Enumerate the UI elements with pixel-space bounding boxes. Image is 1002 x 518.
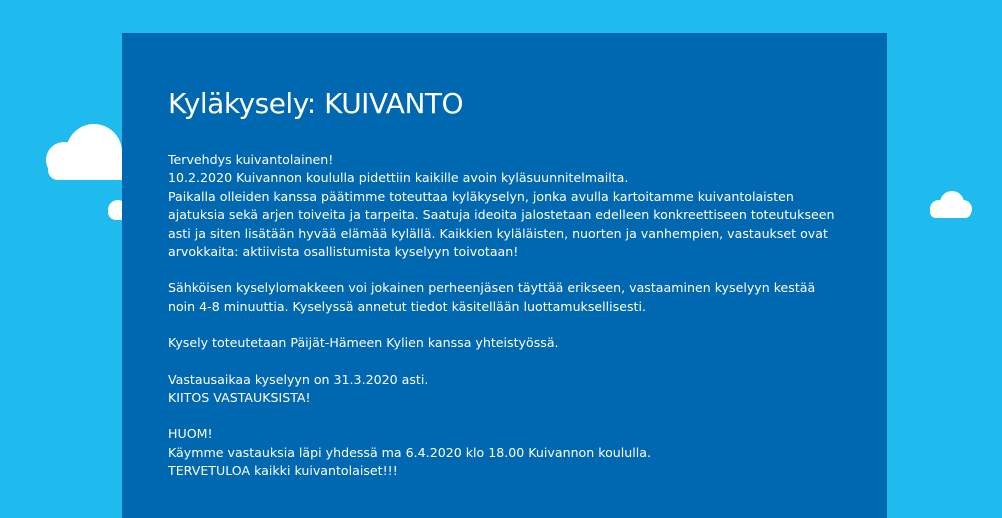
notice-paragraph xyxy=(168,425,841,480)
cloud-icon xyxy=(928,190,972,220)
greeting-text: Tervehdys kuivantolainen! xyxy=(168,152,334,167)
partner-paragraph xyxy=(168,334,841,352)
intro-paragraph xyxy=(168,151,841,261)
thanks-text: KIITOS VASTAUKSISTA! xyxy=(168,390,311,406)
survey-intro-panel xyxy=(122,33,887,518)
event-text: 10.2.2020 Kuivannon koululla pidettiin kaikille avoin kyläsuunnitelmailta. xyxy=(168,170,629,186)
deadline-paragraph xyxy=(168,371,841,408)
partner-text: Kysely toteutetaan Päijät-Hämeen Kylien kanssa yhteistyössä. xyxy=(168,335,559,351)
deadline-text: Vastausaikaa kyselyyn on 31.3.2020 asti. xyxy=(168,371,429,387)
instructions-paragraph xyxy=(168,279,841,316)
meeting-text: Käymme vastauksia läpi yhdessä ma 6.4.2020 klo 18.00 Kuivannon koululla. xyxy=(168,444,651,460)
cloud-icon xyxy=(44,124,134,224)
welcome-text: TERVETULOA kaikki kuivantolaiset!!! xyxy=(168,463,398,479)
instructions-text: Sähköisen kyselylomakkeen voi jokainen perheenjäsen täyttää erikseen, vastaaminen kyselyyn kestää noin 4-8 minuuttia. Kyselyssä annetut tiedot käsitellään luottamuksellisesti. xyxy=(168,280,816,314)
purpose-text: Paikalla olleiden kanssa päätimme toteuttaa kyläkyselyn, jonka avulla kartoitamme kuivantolaisten ajatuksia sekä arjen toiveita ja tarpeita. Saatuja ideoita jalostetaan edelleen konkreettiseen toteutukseen asti ja siten lisätään hyvää elämää kylällä. Kaikkien kyläläisten, nuorten ja vanhempien, vastaukset ovat arvokkaita: aktiivista osallistumista kyselyyn toivotaan! xyxy=(168,188,835,260)
notice-heading: HUOM! xyxy=(168,426,213,442)
page-title: Kyläkysely: KUIVANTO xyxy=(168,87,464,120)
